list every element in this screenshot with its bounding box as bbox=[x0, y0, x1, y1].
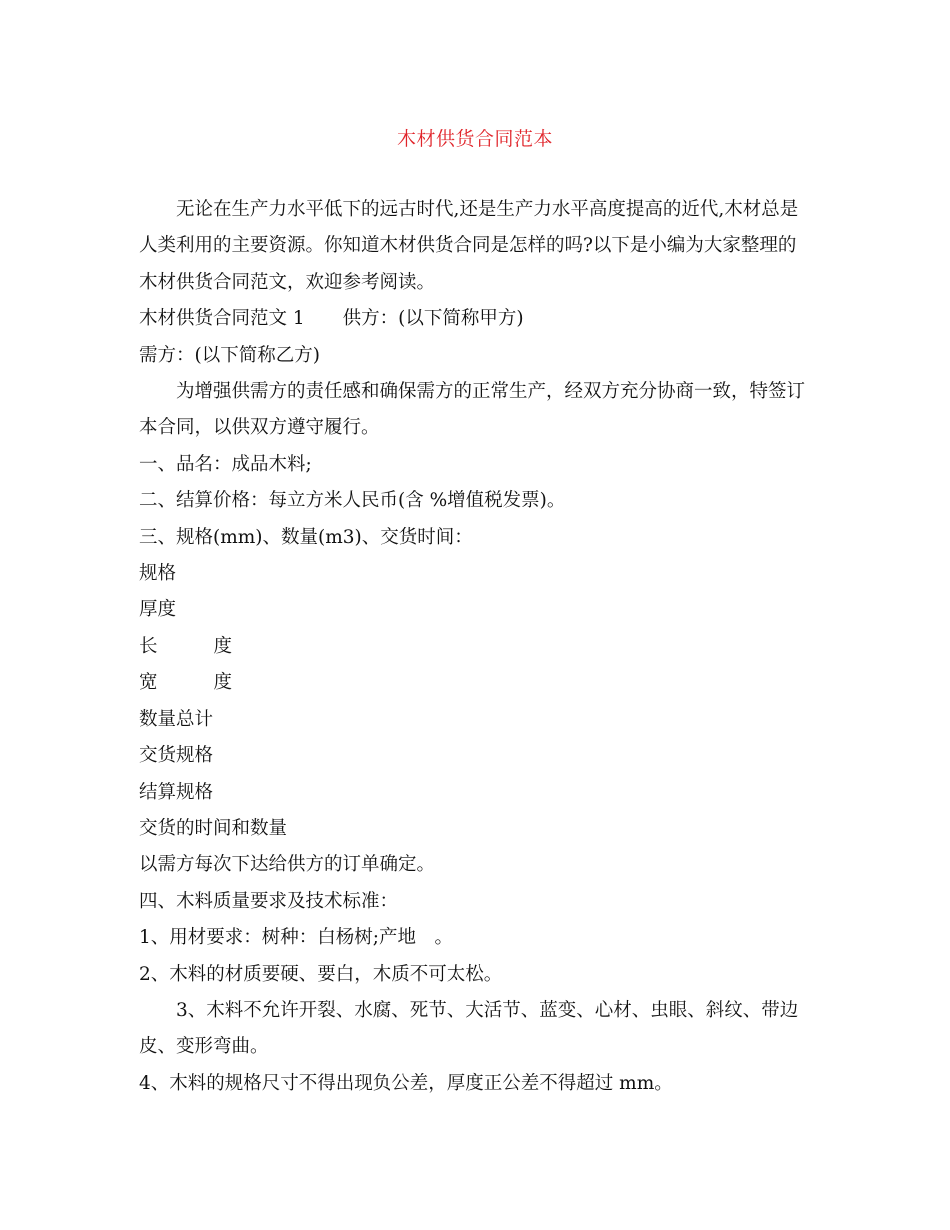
width-label bbox=[139, 665, 811, 701]
thickness-label: 厚度 bbox=[139, 599, 177, 621]
delivery-spec-label: 交货规格 bbox=[139, 745, 214, 767]
width-char-2: 度 bbox=[213, 672, 233, 694]
item-quality-standards: 四、木料质量要求及技术标准： bbox=[139, 890, 399, 912]
requirement-1: 1、用材要求：树种：白杨树;产地 。 bbox=[139, 927, 454, 949]
length-char-1: 长 bbox=[139, 635, 158, 657]
item-settlement-price: 二、结算价格：每立方米人民币(含 %增值税发票)。 bbox=[139, 490, 566, 512]
intro-paragraph: 无论在生产力水平低下的远古时代,还是生产力水平高度提高的近代,木材总是人类利用的主要资源。你知道木材供货合同是怎样的吗?以下是小编为大家整理的木材供货合同范文，欢迎参考阅读。 bbox=[139, 199, 799, 293]
contract-heading-line bbox=[139, 301, 811, 337]
document-title: 木材供货合同范本 bbox=[396, 128, 553, 150]
length-char-2: 度 bbox=[213, 635, 233, 657]
document-body bbox=[139, 192, 811, 1102]
delivery-time-qty-label: 交货的时间和数量 bbox=[139, 817, 288, 839]
spec-label: 规格 bbox=[139, 563, 177, 585]
length-label bbox=[139, 629, 811, 665]
requirement-4: 4、木料的规格尺寸不得出现负公差，厚度正公差不得超过 mm。 bbox=[139, 1072, 673, 1094]
buyer-line: 需方：(以下简称乙方) bbox=[139, 344, 320, 366]
supplier-line: 供方：(以下简称甲方) bbox=[342, 308, 524, 330]
contract-heading: 木材供货合同范文 1 bbox=[139, 308, 305, 330]
purpose-paragraph: 为增强供需方的责任感和确保需方的正常生产，经双方充分协商一致，特签订本合同，以供双方遵守履行。 bbox=[139, 381, 806, 439]
item-product-name: 一、品名：成品木料; bbox=[139, 453, 312, 475]
settlement-spec-label: 结算规格 bbox=[139, 781, 214, 803]
order-note: 以需方每次下达给供方的订单确定。 bbox=[139, 854, 436, 876]
requirement-3: 3、木料不允许开裂、水腐、死节、大活节、蓝变、心材、虫眼、斜纹、带边皮、变形弯曲。 bbox=[139, 999, 799, 1058]
item-spec-quantity-time: 三、规格(mm)、数量(m3)、交货时间： bbox=[139, 526, 473, 548]
quantity-total-label: 数量总计 bbox=[139, 708, 214, 730]
requirement-2: 2、木料的材质要硬、要白，木质不可太松。 bbox=[139, 963, 503, 985]
width-char-1: 宽 bbox=[139, 672, 158, 694]
